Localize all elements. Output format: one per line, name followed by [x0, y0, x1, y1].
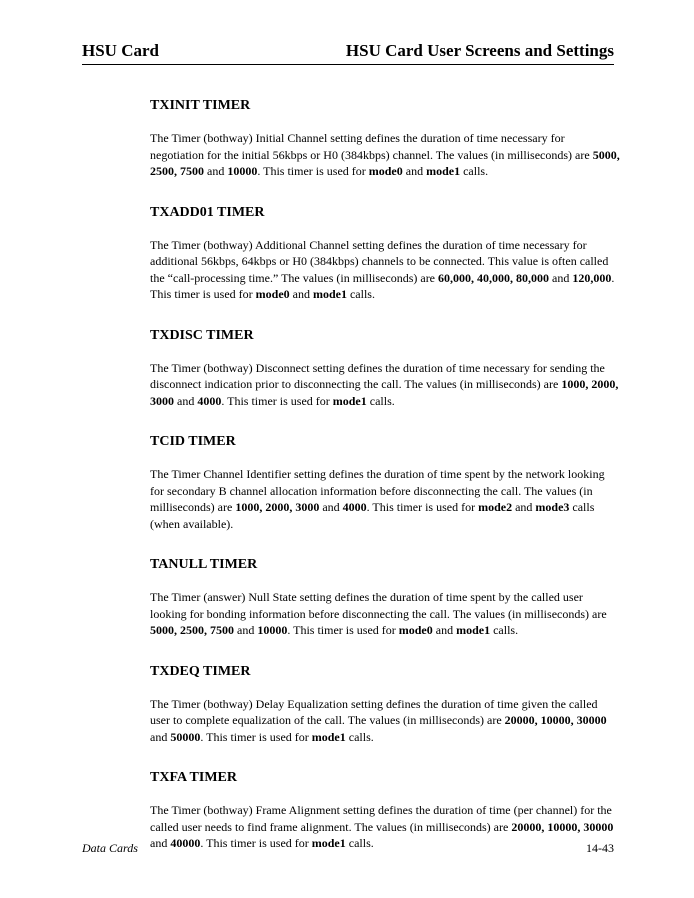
text-run: calls.	[366, 393, 395, 408]
page-header	[82, 40, 614, 65]
section-title: TXINIT TIMER	[150, 98, 251, 113]
text-run: The Timer (bothway) Disconnect setting defines the duration of time necessary for sending the disconnect indication prior to disconnecting the call. The values (in milliseconds) are	[150, 360, 605, 391]
bold-value: 5000, 2500, 7500	[150, 623, 234, 637]
text-run: . This timer is used for	[200, 729, 312, 744]
section	[150, 205, 620, 303]
text-run: and	[432, 623, 457, 637]
bold-value: mode0	[368, 164, 403, 178]
bold-value: 120,000	[572, 270, 612, 285]
text-run: The Timer (bothway) Additional Channel setting defines the duration of time necessary for additional 56kbps, 64kbps or H0 (384kbps) channels to be connected. This value is often called the “call-processing time.” The values (in milliseconds) are	[150, 237, 609, 285]
section	[150, 664, 620, 746]
footer-left: Data Cards	[82, 841, 138, 855]
text-run: and	[549, 270, 573, 285]
bold-value: 10000	[227, 164, 258, 178]
section-title: TXADD01 TIMER	[150, 204, 265, 220]
bold-value: 60,000, 40,000, 80,000	[438, 270, 550, 285]
bold-value: 20000, 10000, 30000	[504, 713, 607, 727]
bold-value: 4000	[197, 393, 222, 408]
bold-value: mode1	[332, 393, 367, 408]
text-run: and	[204, 164, 228, 178]
bold-value: mode1	[311, 729, 346, 744]
text-run: calls.	[460, 164, 489, 178]
section-body	[150, 696, 620, 746]
text-run: . This timer is used for	[257, 164, 369, 178]
section-body	[150, 360, 620, 410]
text-run: and	[174, 393, 198, 408]
bold-value: 40000	[170, 836, 201, 850]
page-number: 14-43	[586, 841, 614, 855]
text-run: The Timer (bothway) Frame Alignment setting defines the duration of time (per channel) for the called user needs to find frame alignment. The values (in milliseconds) are	[150, 803, 612, 834]
bold-value: 50000	[170, 729, 201, 744]
section-title: TCID TIMER	[150, 434, 236, 449]
document-body	[150, 98, 620, 877]
text-run: and	[319, 500, 343, 514]
header-right-title: HSU Card User Screens and Settings	[345, 41, 614, 60]
text-run: The Timer Channel Identifier setting defines the duration of time spent by the network looking for secondary B channel allocation information before disconnecting the call. The values (in milliseconds) are	[150, 467, 605, 514]
text-run: The Timer (bothway) Initial Channel setting defines the duration of time necessary for negotiation for the initial 56kbps or H0 (384kbps) channel. The values (in milliseconds) are	[150, 131, 593, 162]
text-run: calls.	[346, 287, 375, 301]
text-run: and	[402, 164, 427, 178]
bold-value: 10000	[257, 623, 288, 637]
bold-value: 4000	[342, 500, 367, 514]
text-run: . This timer is used for	[287, 623, 399, 637]
text-run: . This timer is used for	[200, 836, 312, 850]
text-run: . This timer is used for	[150, 270, 615, 301]
bold-value: 1000, 2000, 3000	[235, 500, 320, 514]
text-run: calls (when available).	[150, 500, 595, 531]
bold-value: 5000, 2500, 7500	[150, 147, 620, 178]
section-body	[150, 466, 620, 532]
bold-value: 20000, 10000, 30000	[511, 819, 614, 834]
section-body	[150, 130, 620, 180]
section-title: TXFA TIMER	[150, 770, 237, 785]
text-run: . This timer is used for	[221, 393, 333, 408]
text-run: and	[512, 500, 536, 514]
bold-value: mode1	[311, 836, 346, 850]
bold-value: 1000, 2000, 3000	[150, 377, 619, 408]
text-run: calls.	[345, 836, 374, 850]
header-left-title: HSU Card	[82, 41, 159, 60]
bold-value: mode2	[478, 500, 513, 514]
bold-value: mode0	[255, 287, 290, 301]
text-run: and	[234, 623, 258, 637]
section-title: TXDISC TIMER	[150, 327, 254, 343]
section	[150, 98, 620, 180]
section-title: TXDEQ TIMER	[150, 663, 251, 679]
text-run: calls.	[345, 729, 374, 744]
section-body	[150, 237, 620, 303]
section	[150, 557, 620, 639]
section	[150, 328, 620, 410]
section	[150, 770, 620, 852]
text-run: calls.	[490, 623, 519, 637]
bold-value: mode1	[456, 623, 491, 637]
section	[150, 434, 620, 532]
text-run: and	[150, 836, 171, 850]
bold-value: mode3	[535, 500, 570, 514]
section-title: TANULL TIMER	[150, 557, 258, 572]
bold-value: mode1	[426, 164, 461, 178]
text-run: and	[289, 287, 313, 301]
text-run: The Timer (answer) Null State setting defines the duration of time spent by the called user looking for bonding information before disconnecting the call. The values (in milliseconds) are	[150, 590, 607, 621]
section-body	[150, 589, 620, 639]
text-run: and	[150, 729, 171, 744]
text-run: The Timer (bothway) Delay Equalization setting defines the duration of time given the called user to complete equalization of the call. The values (in milliseconds) are	[150, 696, 598, 727]
bold-value: mode0	[398, 623, 433, 637]
bold-value: mode1	[312, 287, 347, 301]
section-body	[150, 802, 620, 852]
text-run: . This timer is used for	[366, 500, 479, 514]
